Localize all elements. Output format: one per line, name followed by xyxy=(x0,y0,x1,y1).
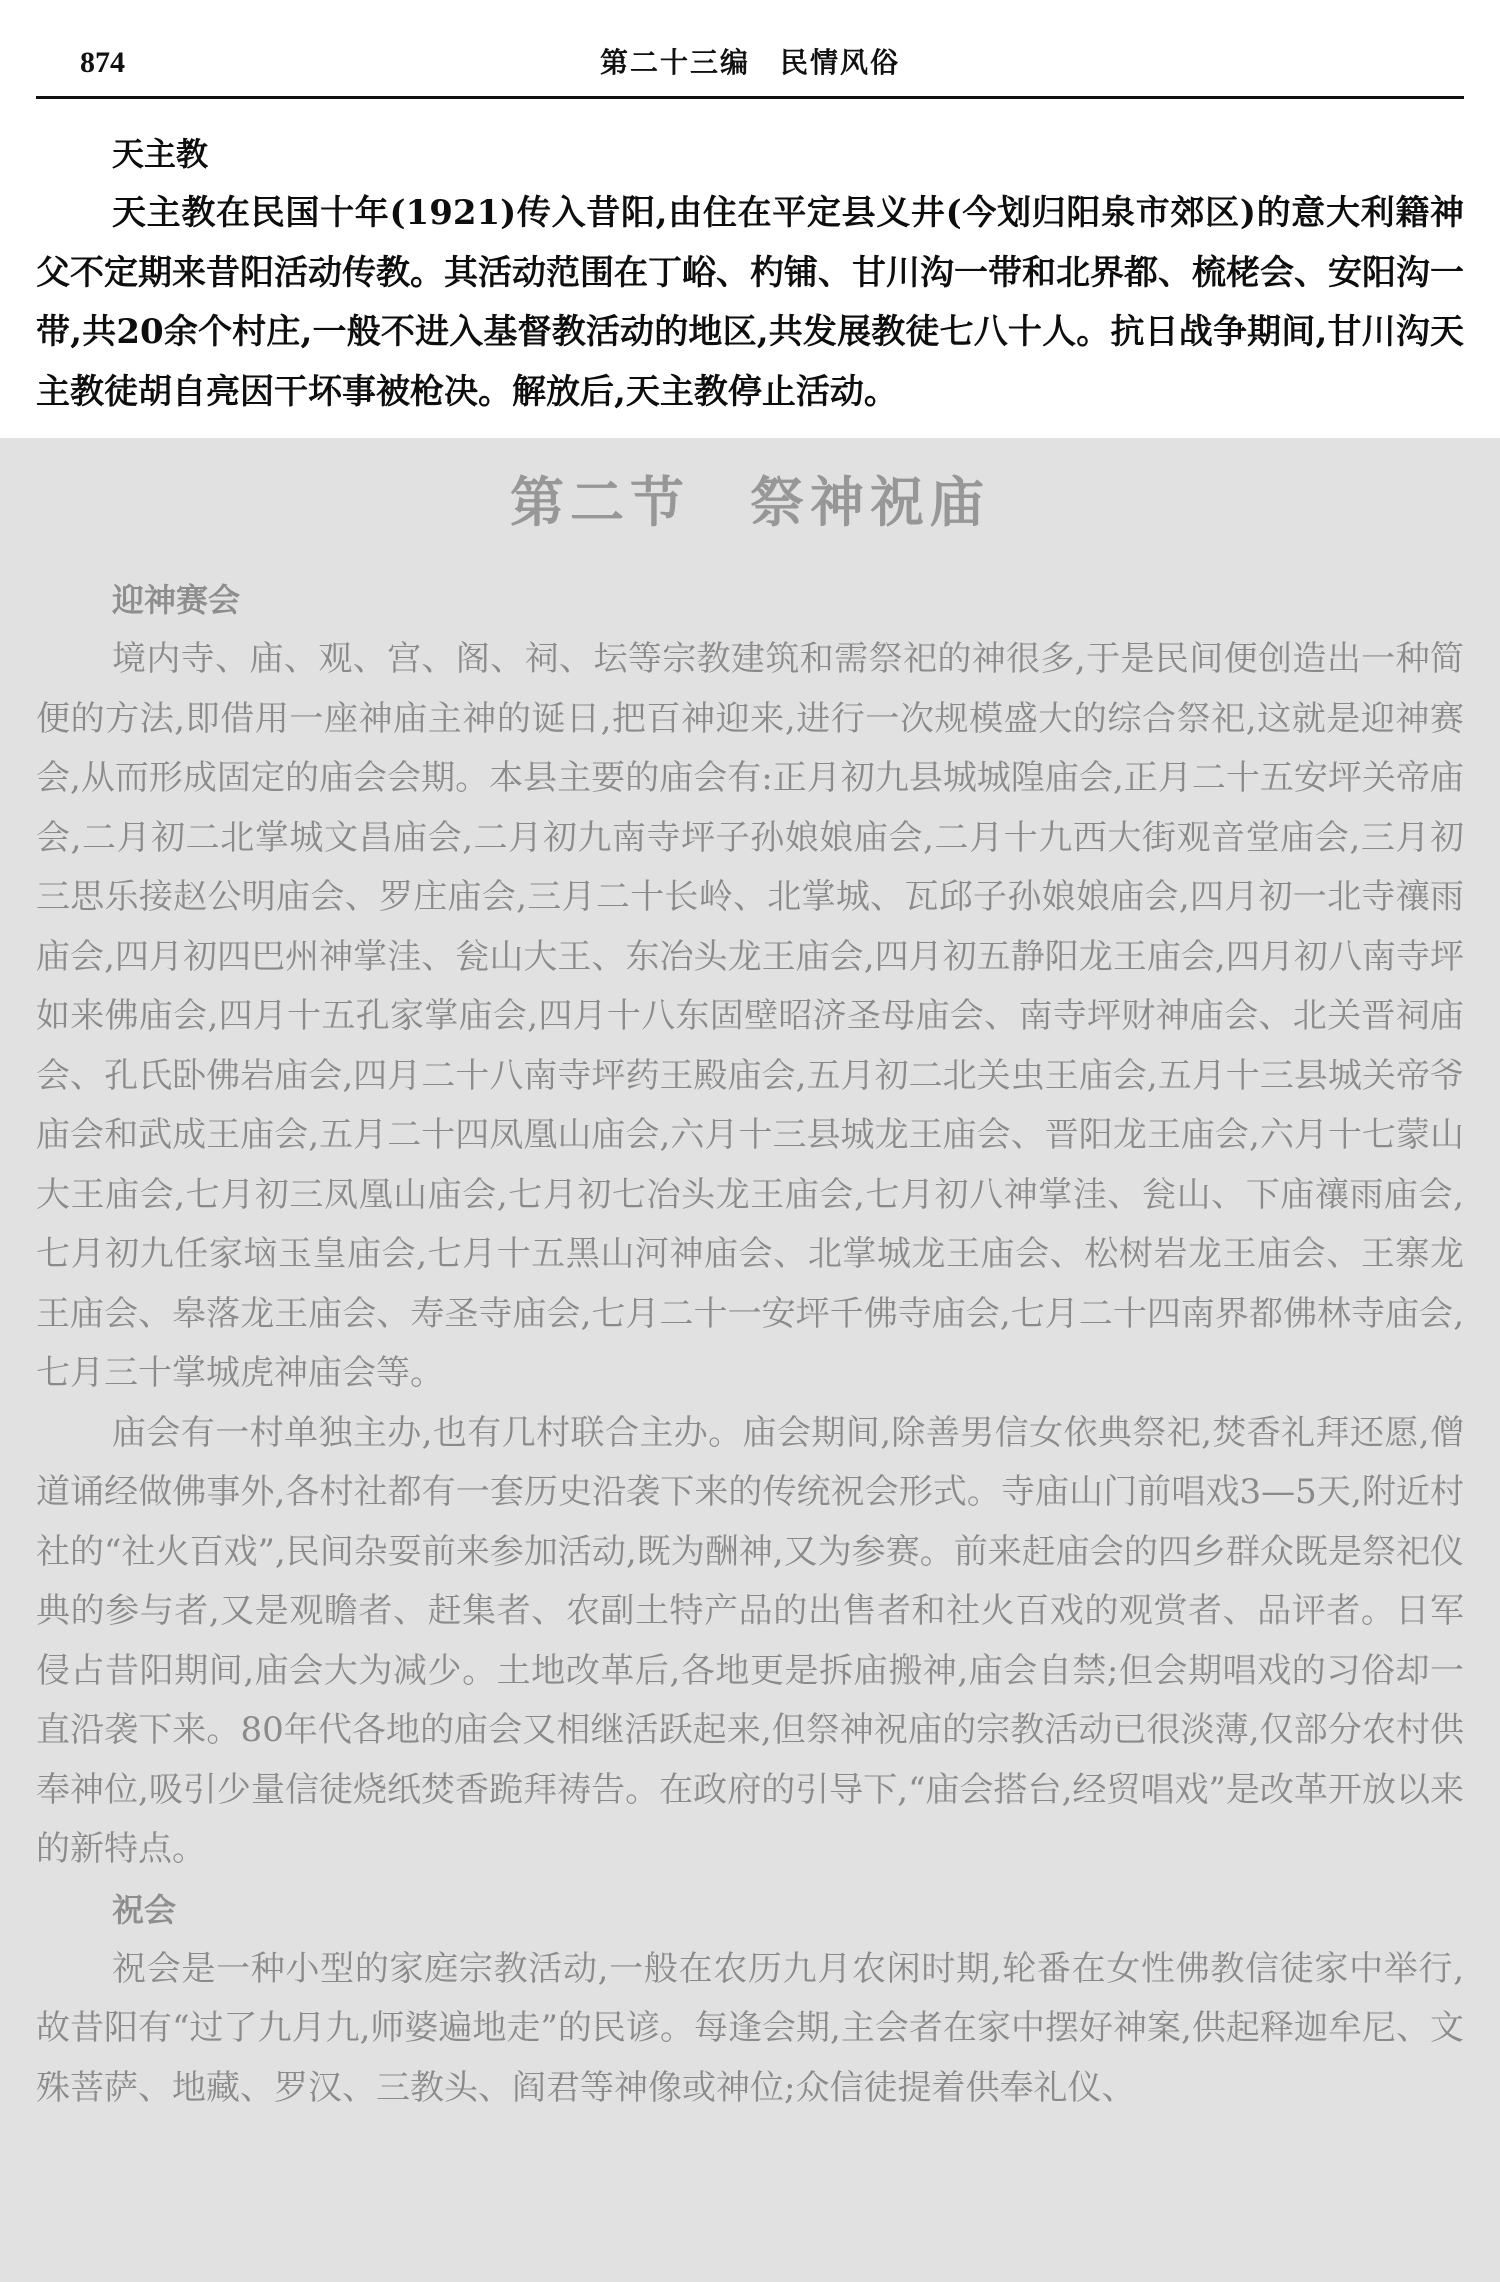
page-header xyxy=(36,38,1464,99)
zhuhui-heading: 祝会 xyxy=(112,1890,177,1929)
yingshen-paragraph-2: 庙会有一村单独主办,也有几村联合主办。庙会期间,除善男信女依典祭祀,焚香礼拜还愿,僧道诵经做佛事外,各村社都有一套历史沿袭下来的传统祝会形式。寺庙山门前唱戏3—5天,附近村社的“社火百戏”,民间杂耍前来参加活动,既为酬神,又为参赛。前来赶庙会的四乡群众既是祭祀仪典的参与者,又是观瞻者、赶集者、农副土特产品的出售者和社火百戏的观赏者、品评者。日军侵占昔阳期间,庙会大为减少。土地改革后,各地更是拆庙搬神,庙会自禁;但会期唱戏的习俗却一直沿袭下来。80年代各地的庙会又相继活跃起来,但祭神祝庙的宗教活动已很淡薄,仅部分农村供奉神位,吸引少量信徒烧纸焚香跪拜祷告。在政府的引导下,“庙会搭台,经贸唱戏”是改革开放以来的新特点。 xyxy=(36,1412,1464,1869)
page-number: 874 xyxy=(80,46,125,79)
running-title: 第二十三编 民情风俗 xyxy=(599,46,900,79)
catholic-heading: 天主教 xyxy=(112,135,209,173)
catholic-paragraph: 天主教在民国十年(1921)传入昔阳,由住在平定县义井(今划归阳泉市郊区)的意大利籍神父不定期来昔阳活动传教。其活动范围在丁峪、杓铺、甘川沟一带和北界都、梳栳会、安阳沟一带,共20余个村庄,一般不进入基督教活动的地区,共发展教徒七八十人。抗日战争期间,甘川沟天主教徒胡自亮因干坏事被枪决。解放后,天主教停止活动。 xyxy=(36,193,1464,412)
yingshen-heading: 迎神赛会 xyxy=(112,581,241,619)
catholic-section xyxy=(0,112,1500,438)
festival-section xyxy=(0,438,1500,2282)
section-title: 第二节 祭神祝庙 xyxy=(510,470,990,534)
yingshen-paragraph-1: 境内寺、庙、观、宫、阁、祠、坛等宗教建筑和需祭祀的神很多,于是民间便创造出一种简便的方法,即借用一座神庙主神的诞日,把百神迎来,进行一次规模盛大的综合祭祀,这就是迎神赛会,从而形成固定的庙会会期。本县主要的庙会有:正月初九县城城隍庙会,正月二十五安坪关帝庙会,二月初二北掌城文昌庙会,二月初九南寺坪子孙娘娘庙会,二月十九西大街观音堂庙会,三月初三思乐接赵公明庙会、罗庄庙会,三月二十长岭、北掌城、瓦邱子孙娘娘庙会,四月初一北寺禳雨庙会,四月初四巴州神掌洼、瓮山大王、东冶头龙王庙会,四月初五静阳龙王庙会,四月初八南寺坪如来佛庙会,四月十五孔家掌庙会,四月十八东固壁昭济圣母庙会、南寺坪财神庙会、北关晋祠庙会、孔氏卧佛岩庙会,四月二十八南寺坪药王殿庙会,五月初二北关虫王庙会,五月十三县城关帝爷庙会和武成王庙会,五月二十四凤凰山庙会,六月十三县城龙王庙会、晋阳龙王庙会,六月十七蒙山大王庙会,七月初三凤凰山庙会,七月初七冶头龙王庙会,七月初八神掌洼、瓮山、下庙禳雨庙会,七月初九任家垴玉皇庙会,七月十五黑山河神庙会、北掌城龙王庙会、松树岩龙王庙会、王寨龙王庙会、皋落龙王庙会、寿圣寺庙会,七月二十一安坪千佛寺庙会,七月二十四南界都佛林寺庙会,七月三十掌城虎神庙会等。 xyxy=(36,639,1464,1393)
zhuhui-paragraph: 祝会是一种小型的家庭宗教活动,一般在农历九月农闲时期,轮番在女性佛教信徒家中举行,故昔阳有“过了九月九,师婆遍地走”的民谚。每逢会期,主会者在家中摆好神案,供起释迦牟尼、文殊菩萨、地藏、罗汉、三教头、阎君等神像或神位;众信徒提着供奉礼仪、 xyxy=(36,1948,1464,2108)
